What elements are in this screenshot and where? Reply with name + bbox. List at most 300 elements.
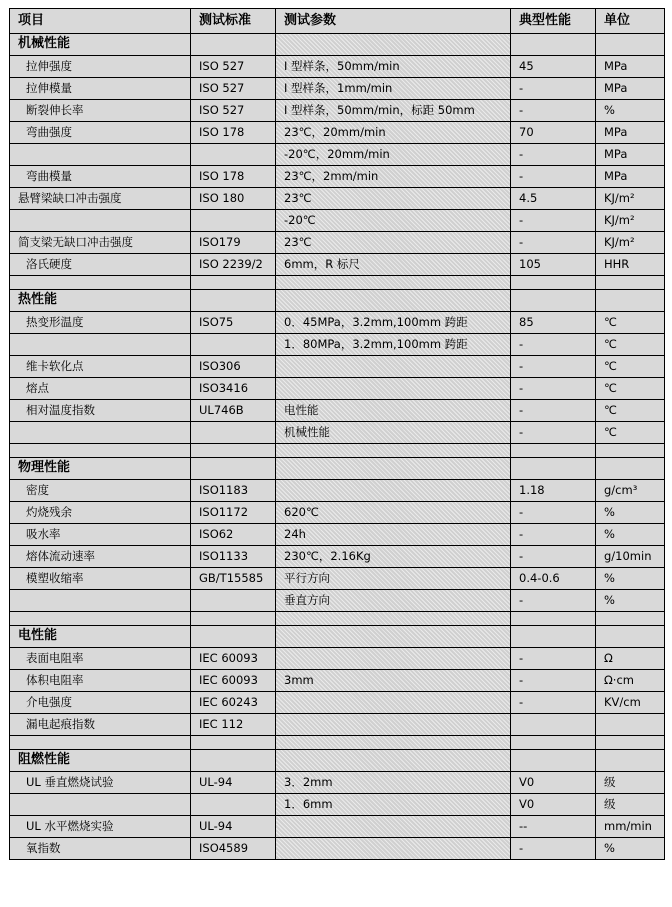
cell-unit — [596, 334, 665, 356]
cell-parameter — [276, 568, 511, 590]
cell-parameter-text: 1．80MPa，3.2mm,100mm 跨距 — [284, 336, 468, 351]
cell-typical — [511, 590, 596, 612]
cell-item — [10, 356, 191, 378]
cell-unit-text: ℃ — [604, 424, 617, 439]
cell-unit-text: % — [604, 102, 615, 117]
table-row — [10, 312, 665, 334]
cell-unit — [596, 78, 665, 100]
cell-typical-text: - — [519, 548, 524, 563]
cell-item-text: 机械性能 — [18, 36, 71, 52]
cell-item — [10, 714, 191, 736]
cell-item — [10, 692, 191, 714]
cell-typical — [511, 78, 596, 100]
cell-parameter-text — [276, 737, 510, 748]
cell-unit — [596, 312, 665, 334]
cell-parameter-text — [276, 843, 510, 854]
cell-typical — [511, 232, 596, 254]
cell-standard-text: ISO1172 — [199, 504, 249, 519]
cell-unit — [596, 210, 665, 232]
cell-parameter-text — [276, 821, 510, 832]
cell-typical-text: - — [519, 358, 524, 373]
table-row — [10, 692, 665, 714]
cell-standard-text — [191, 149, 275, 160]
cell-item-text: 断裂伸长率 — [26, 102, 84, 117]
cell-unit — [596, 232, 665, 254]
cell-parameter — [276, 34, 511, 56]
table-row — [10, 166, 665, 188]
cell-item — [10, 334, 191, 356]
table-row — [10, 210, 665, 232]
cell-standard-text: ISO 527 — [199, 58, 245, 73]
table-spacer-row — [10, 276, 665, 290]
cell-item-text: 悬臂梁缺口冲击强度 — [18, 190, 122, 205]
cell-typical — [511, 444, 596, 458]
cell-item — [10, 400, 191, 422]
cell-parameter-text: 23℃，2mm/min — [284, 168, 379, 183]
cell-standard-text — [191, 277, 275, 288]
cell-typical — [511, 480, 596, 502]
cell-typical-text: 1.18 — [519, 482, 545, 497]
cell-parameter — [276, 444, 511, 458]
cell-parameter — [276, 232, 511, 254]
cell-standard-text: ISO75 — [199, 314, 234, 329]
cell-unit — [596, 276, 665, 290]
cell-standard — [191, 838, 276, 860]
cell-item — [10, 736, 191, 750]
cell-unit-text: % — [604, 504, 615, 519]
cell-standard — [191, 692, 276, 714]
cell-item-text — [10, 595, 190, 606]
cell-standard-text: UL-94 — [199, 818, 233, 833]
cell-typical — [511, 378, 596, 400]
cell-item-text: 弯曲强度 — [26, 124, 72, 139]
cell-standard — [191, 750, 276, 772]
cell-typical — [511, 612, 596, 626]
cell-typical — [511, 714, 596, 736]
cell-standard-text: UL746B — [199, 402, 244, 417]
table-row — [10, 356, 665, 378]
cell-standard-text: IEC 60243 — [199, 694, 258, 709]
cell-unit-text: Ω·cm — [604, 672, 634, 687]
cell-item-text: 物理性能 — [18, 460, 71, 476]
cell-unit-text: MPa — [604, 124, 628, 139]
cell-typical-text: - — [519, 102, 524, 117]
cell-unit-text — [596, 755, 664, 766]
cell-parameter-text: 6mm，R 标尺 — [284, 256, 360, 271]
cell-typical — [511, 794, 596, 816]
cell-unit-text: ℃ — [604, 358, 617, 373]
cell-unit-text — [596, 39, 664, 50]
cell-typical — [511, 254, 596, 276]
cell-item-text: 阻燃性能 — [18, 752, 71, 768]
cell-typical-text: - — [519, 592, 524, 607]
cell-unit — [596, 714, 665, 736]
cell-standard-text — [191, 613, 275, 624]
table-row — [10, 546, 665, 568]
table-row — [10, 590, 665, 612]
cell-unit-text: 级 — [604, 774, 616, 789]
cell-item — [10, 648, 191, 670]
table-section-row — [10, 458, 665, 480]
cell-item — [10, 590, 191, 612]
cell-typical — [511, 400, 596, 422]
cell-parameter-text: I 型样条，50mm/min — [284, 58, 400, 73]
cell-typical — [511, 312, 596, 334]
table-row — [10, 816, 665, 838]
cell-unit-text: MPa — [604, 146, 628, 161]
cell-item-text: UL 水平燃烧实验 — [26, 818, 114, 833]
cell-unit-text: % — [604, 570, 615, 585]
cell-typical — [511, 524, 596, 546]
cell-parameter — [276, 144, 511, 166]
cell-unit-text: ℃ — [604, 336, 617, 351]
cell-unit — [596, 56, 665, 78]
cell-parameter — [276, 276, 511, 290]
cell-parameter-text: 230℃，2.16Kg — [284, 548, 371, 563]
cell-unit-text — [596, 613, 664, 624]
cell-standard — [191, 78, 276, 100]
cell-parameter — [276, 648, 511, 670]
cell-standard-text — [191, 799, 275, 810]
cell-standard-text: ISO4589 — [199, 840, 249, 855]
cell-typical-text: - — [519, 840, 524, 855]
cell-unit — [596, 100, 665, 122]
cell-parameter-text: 0．45MPa，3.2mm,100mm 跨距 — [284, 314, 468, 329]
cell-typical — [511, 290, 596, 312]
cell-standard-text: UL-94 — [199, 774, 233, 789]
cell-parameter-text: I 型样条，50mm/min，标距 50mm — [284, 102, 475, 117]
cell-parameter-text — [276, 719, 510, 730]
cell-parameter-text: 24h — [284, 526, 306, 541]
cell-standard — [191, 422, 276, 444]
cell-unit — [596, 166, 665, 188]
cell-unit — [596, 422, 665, 444]
cell-parameter — [276, 816, 511, 838]
header-cell-standard: 测试标准 — [191, 9, 276, 34]
cell-unit — [596, 816, 665, 838]
cell-item-text: 洛氏硬度 — [26, 256, 72, 271]
cell-parameter — [276, 378, 511, 400]
cell-item-text: 弯曲模量 — [26, 168, 72, 183]
cell-typical — [511, 670, 596, 692]
cell-standard-text: ISO1183 — [199, 482, 249, 497]
cell-unit-text: 级 — [604, 796, 616, 811]
cell-parameter — [276, 122, 511, 144]
cell-item — [10, 378, 191, 400]
cell-item-text — [10, 445, 190, 456]
table-row — [10, 480, 665, 502]
cell-item — [10, 568, 191, 590]
cell-item — [10, 502, 191, 524]
cell-parameter-text: 1．6mm — [284, 796, 333, 811]
cell-item-text: 灼烧残余 — [26, 504, 72, 519]
cell-item — [10, 816, 191, 838]
cell-item-text — [10, 149, 190, 160]
cell-typical-text — [511, 463, 595, 474]
cell-standard — [191, 254, 276, 276]
cell-item — [10, 166, 191, 188]
cell-parameter — [276, 714, 511, 736]
cell-typical — [511, 122, 596, 144]
cell-unit-text: KJ/m² — [604, 190, 635, 205]
cell-parameter-text: 垂直方向 — [284, 592, 330, 607]
cell-typical — [511, 34, 596, 56]
cell-parameter-text — [276, 613, 510, 624]
table-row — [10, 838, 665, 860]
cell-unit-text: Ω — [604, 650, 613, 665]
cell-standard — [191, 458, 276, 480]
cell-unit-text: MPa — [604, 168, 628, 183]
cell-typical-text — [511, 631, 595, 642]
cell-item — [10, 422, 191, 444]
cell-item-text — [10, 427, 190, 438]
cell-standard-text: ISO3416 — [199, 380, 249, 395]
table-row — [10, 232, 665, 254]
cell-unit — [596, 444, 665, 458]
cell-standard — [191, 612, 276, 626]
material-properties-table — [9, 8, 665, 860]
cell-parameter — [276, 546, 511, 568]
cell-unit — [596, 772, 665, 794]
table-section-row — [10, 290, 665, 312]
cell-unit-text: ℃ — [604, 314, 617, 329]
cell-unit-text: g/cm³ — [604, 482, 638, 497]
cell-standard — [191, 772, 276, 794]
cell-standard-text — [191, 595, 275, 606]
table-row — [10, 524, 665, 546]
cell-unit-text: KJ/m² — [604, 212, 635, 227]
cell-parameter-text — [276, 39, 510, 50]
cell-standard-text: ISO 2239/2 — [199, 256, 263, 271]
cell-parameter-text — [276, 463, 510, 474]
cell-typical-text: 105 — [519, 256, 541, 271]
cell-unit-text: ℃ — [604, 402, 617, 417]
cell-typical — [511, 626, 596, 648]
table-section-row — [10, 34, 665, 56]
cell-standard-text — [191, 463, 275, 474]
cell-unit — [596, 736, 665, 750]
cell-unit-text — [596, 631, 664, 642]
cell-parameter — [276, 78, 511, 100]
table-row — [10, 502, 665, 524]
cell-standard-text: ISO306 — [199, 358, 241, 373]
cell-unit-text — [596, 463, 664, 474]
cell-standard-text: ISO62 — [199, 526, 234, 541]
cell-parameter-text — [276, 295, 510, 306]
cell-parameter-text — [276, 277, 510, 288]
cell-item — [10, 444, 191, 458]
cell-item-text: 热变形温度 — [26, 314, 84, 329]
cell-item-text: 熔体流动速率 — [26, 548, 95, 563]
table-row — [10, 670, 665, 692]
cell-parameter-text: -20℃，20mm/min — [284, 146, 390, 161]
cell-item — [10, 290, 191, 312]
cell-item — [10, 254, 191, 276]
cell-item-text: 密度 — [26, 482, 49, 497]
cell-standard-text: IEC 60093 — [199, 650, 258, 665]
cell-standard-text: ISO1133 — [199, 548, 249, 563]
cell-standard-text: IEC 112 — [199, 716, 244, 731]
cell-parameter-text — [276, 653, 510, 664]
cell-parameter-text — [276, 697, 510, 708]
cell-standard — [191, 34, 276, 56]
cell-unit — [596, 254, 665, 276]
cell-typical — [511, 56, 596, 78]
cell-standard — [191, 524, 276, 546]
table-row — [10, 648, 665, 670]
cell-typical-text: - — [519, 672, 524, 687]
cell-typical-text: - — [519, 402, 524, 417]
cell-standard — [191, 400, 276, 422]
spec-sheet — [0, 8, 672, 907]
cell-standard-text — [191, 39, 275, 50]
cell-item — [10, 122, 191, 144]
cell-parameter — [276, 210, 511, 232]
cell-standard — [191, 444, 276, 458]
cell-parameter — [276, 750, 511, 772]
cell-standard — [191, 714, 276, 736]
cell-unit-text — [596, 737, 664, 748]
cell-standard-text — [191, 215, 275, 226]
cell-unit — [596, 502, 665, 524]
cell-item — [10, 188, 191, 210]
cell-item-text: 拉伸强度 — [26, 58, 72, 73]
cell-unit-text: mm/min — [604, 818, 652, 833]
cell-standard — [191, 210, 276, 232]
cell-parameter — [276, 794, 511, 816]
cell-item-text — [10, 799, 190, 810]
cell-item-text: 漏电起痕指数 — [26, 716, 95, 731]
cell-typical-text — [511, 277, 595, 288]
cell-standard — [191, 312, 276, 334]
cell-typical-text: 45 — [519, 58, 534, 73]
cell-standard — [191, 100, 276, 122]
cell-item-text: 拉伸模量 — [26, 80, 72, 95]
cell-typical-text: - — [519, 234, 524, 249]
cell-item-text: 电性能 — [18, 628, 58, 644]
cell-typical — [511, 188, 596, 210]
header-cell-typical: 典型性能 — [511, 9, 596, 34]
cell-unit-text — [596, 719, 664, 730]
cell-parameter — [276, 290, 511, 312]
cell-unit — [596, 546, 665, 568]
table-row — [10, 100, 665, 122]
cell-standard-text — [191, 755, 275, 766]
cell-unit-text: HHR — [604, 256, 630, 271]
cell-item — [10, 232, 191, 254]
cell-typical-text — [511, 445, 595, 456]
cell-typical — [511, 334, 596, 356]
table-body — [10, 9, 665, 860]
cell-parameter — [276, 524, 511, 546]
cell-standard-text — [191, 737, 275, 748]
cell-parameter — [276, 626, 511, 648]
cell-unit — [596, 144, 665, 166]
cell-item-text: 介电强度 — [26, 694, 72, 709]
table-row — [10, 378, 665, 400]
table-row — [10, 772, 665, 794]
cell-parameter — [276, 692, 511, 714]
cell-typical — [511, 816, 596, 838]
cell-unit — [596, 670, 665, 692]
cell-standard — [191, 670, 276, 692]
cell-typical-text: V0 — [519, 796, 535, 811]
cell-standard — [191, 590, 276, 612]
table-section-row — [10, 626, 665, 648]
table-spacer-row — [10, 736, 665, 750]
table-row — [10, 144, 665, 166]
table-row — [10, 422, 665, 444]
cell-item — [10, 750, 191, 772]
cell-unit — [596, 122, 665, 144]
cell-parameter-text: 23℃，20mm/min — [284, 124, 386, 139]
cell-parameter — [276, 254, 511, 276]
cell-unit — [596, 480, 665, 502]
cell-unit — [596, 458, 665, 480]
cell-unit-text: MPa — [604, 80, 628, 95]
cell-item-text: 相对温度指数 — [26, 402, 95, 417]
cell-typical-text: - — [519, 80, 524, 95]
cell-standard-text: ISO179 — [199, 234, 241, 249]
cell-unit — [596, 612, 665, 626]
cell-typical-text: 85 — [519, 314, 534, 329]
cell-typical — [511, 502, 596, 524]
cell-typical-text — [511, 295, 595, 306]
cell-parameter — [276, 736, 511, 750]
cell-unit-text: KV/cm — [604, 694, 641, 709]
cell-standard-text — [191, 427, 275, 438]
cell-unit — [596, 400, 665, 422]
cell-item — [10, 210, 191, 232]
cell-item-text: 氧指数 — [26, 840, 61, 855]
cell-typical-text: - — [519, 168, 524, 183]
table-row — [10, 334, 665, 356]
cell-item — [10, 78, 191, 100]
cell-unit — [596, 188, 665, 210]
table-row — [10, 254, 665, 276]
cell-item-text — [10, 737, 190, 748]
cell-item-text: 体积电阻率 — [26, 672, 84, 687]
cell-parameter-text: 23℃ — [284, 190, 312, 205]
cell-unit-text: % — [604, 592, 615, 607]
cell-parameter-text — [276, 445, 510, 456]
cell-item — [10, 312, 191, 334]
cell-unit — [596, 356, 665, 378]
table-row — [10, 78, 665, 100]
table-row — [10, 188, 665, 210]
cell-parameter — [276, 312, 511, 334]
cell-parameter — [276, 334, 511, 356]
cell-unit-text: KJ/m² — [604, 234, 635, 249]
cell-typical-text: -- — [519, 818, 528, 833]
cell-typical — [511, 356, 596, 378]
cell-standard-text — [191, 295, 275, 306]
cell-standard-text: ISO 527 — [199, 102, 245, 117]
cell-parameter — [276, 502, 511, 524]
cell-standard — [191, 166, 276, 188]
cell-parameter-text: 23℃ — [284, 234, 312, 249]
cell-item — [10, 100, 191, 122]
cell-typical — [511, 838, 596, 860]
cell-unit — [596, 648, 665, 670]
cell-item — [10, 772, 191, 794]
cell-unit — [596, 378, 665, 400]
table-row — [10, 122, 665, 144]
cell-standard — [191, 480, 276, 502]
table-row — [10, 56, 665, 78]
cell-unit — [596, 750, 665, 772]
cell-parameter — [276, 188, 511, 210]
